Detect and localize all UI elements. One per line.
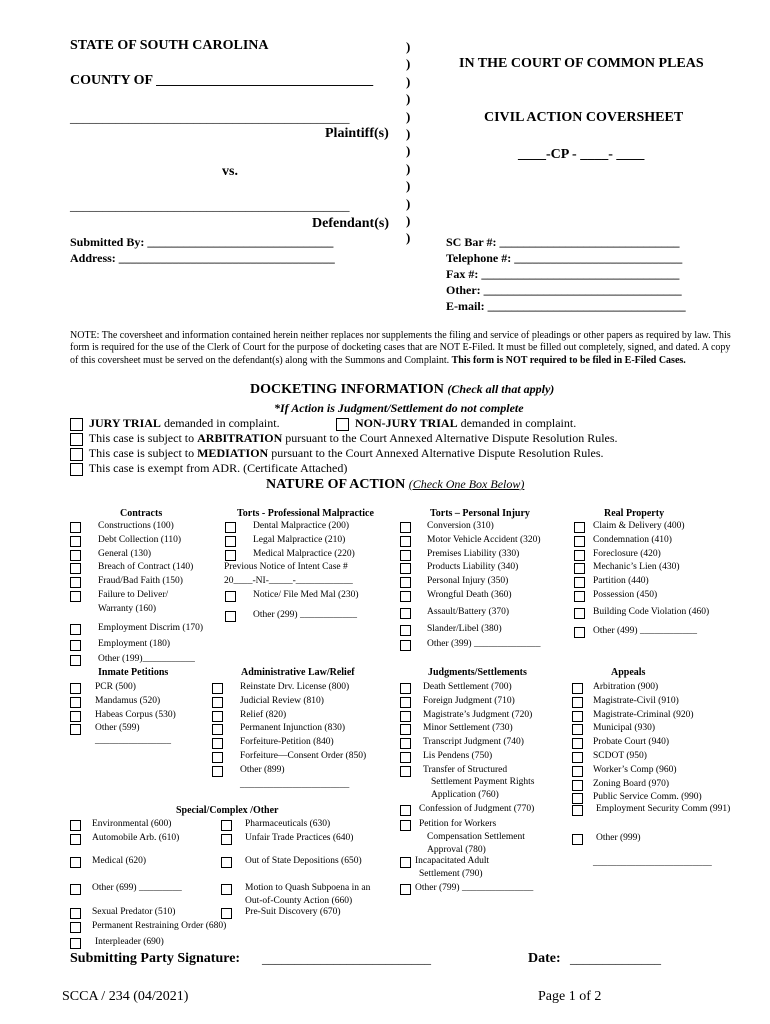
restraining-order-checkbox[interactable]: [70, 922, 81, 933]
court-title: IN THE COURT OF COMMON PLEAS: [459, 56, 704, 71]
employment-other-label: Other (199)___________: [98, 654, 195, 664]
real-property-item-3-label: Mechanic’s Lien (430): [593, 562, 680, 573]
form-title: CIVIL ACTION COVERSHEET: [484, 110, 684, 125]
other-contact-field[interactable]: Other: _________________________________: [446, 283, 682, 297]
judgment-item-6-label: Transfer of Structured: [423, 764, 508, 775]
admin-item-3-label: Permanent Injunction (830): [240, 723, 346, 734]
appeals-item-0-label: Arbitration (900): [593, 682, 659, 692]
out-of-state-depositions-checkbox[interactable]: [221, 857, 232, 868]
appeals-header: Appeals: [611, 667, 646, 678]
contracts-item-1-checkbox[interactable]: [70, 536, 81, 547]
unfair-trade-checkbox[interactable]: [221, 834, 232, 845]
building-code-label: Building Code Violation (460): [593, 607, 710, 617]
judgment-item-0-checkbox[interactable]: [400, 683, 411, 694]
appeals-item-4-checkbox[interactable]: [572, 738, 583, 749]
appeals-item-0-checkbox[interactable]: [572, 683, 583, 694]
admin-item-2-checkbox[interactable]: [212, 711, 223, 722]
county-field[interactable]: COUNTY OF _______________________________: [70, 73, 374, 88]
torts-prof-other-checkbox[interactable]: [225, 611, 236, 622]
employment-other-checkbox[interactable]: [70, 655, 81, 666]
torts-pi-item-4-checkbox[interactable]: [400, 577, 411, 588]
torts-pi-item-5-checkbox[interactable]: [400, 591, 411, 602]
adr-exempt-row: This case is exempt from ADR. (Certificate Attached): [70, 461, 347, 476]
appeals-other-line-label: _________________________: [593, 858, 712, 868]
judgments-header: Judgments/Settlements: [428, 667, 527, 678]
real-property-item-1-checkbox[interactable]: [574, 536, 585, 547]
building-code-checkbox[interactable]: [574, 608, 585, 619]
contracts-item-2-label: General (130): [98, 548, 152, 559]
torts-pi-item-1-label: Motor Vehicle Accident (320): [427, 534, 541, 545]
incapacitated-adult-checkbox[interactable]: [400, 857, 411, 868]
fax-field[interactable]: Fax #: _________________________________: [446, 267, 680, 281]
contracts-item-4-checkbox[interactable]: [70, 577, 81, 588]
judgment-other-checkbox[interactable]: [400, 884, 411, 895]
real-property-header: Real Property: [604, 508, 665, 519]
torts-pi-item-0-label: Conversion (310): [427, 521, 494, 531]
docketing-subtitle: *If Action is Judgment/Settlement do not complete: [274, 401, 524, 415]
judgment-item-5-checkbox[interactable]: [400, 752, 411, 763]
previous-notice-label: Previous Notice of Intent Case #: [224, 562, 348, 572]
inmate-other-line-label: ________________: [95, 736, 171, 746]
employment-discrim-checkbox[interactable]: [70, 624, 81, 635]
confession-judgment-checkbox[interactable]: [400, 805, 411, 816]
date-line[interactable]: ______________: [570, 951, 661, 966]
torts-pi-other-checkbox[interactable]: [400, 640, 411, 651]
pharmaceuticals-checkbox[interactable]: [221, 820, 232, 831]
judgment-item-6-checkbox[interactable]: [400, 766, 411, 777]
contracts-item-3-label: Breach of Contract (140): [98, 562, 194, 573]
contracts-item-2-checkbox[interactable]: [70, 550, 81, 561]
special-other-checkbox[interactable]: [70, 884, 81, 895]
caption-parentheses: ) ) ) ) ) ) ) ) ) ) ) ): [406, 39, 411, 246]
real-property-item-2-checkbox[interactable]: [574, 550, 585, 561]
judgment-item-0-label: Death Settlement (700): [423, 682, 512, 692]
appeals-item-3-checkbox[interactable]: [572, 724, 583, 735]
contracts-header: Contracts: [120, 508, 163, 519]
automobile-arb-checkbox[interactable]: [70, 834, 81, 845]
real-property-item-3-checkbox[interactable]: [574, 563, 585, 574]
out-of-state-depositions-label: Out of State Depositions (650): [245, 856, 362, 866]
incapacitated-adult-2-label: Settlement (790): [419, 869, 483, 879]
plaintiff-label: Plaintiff(s): [325, 126, 389, 141]
real-property-item-5-label: Possession (450): [593, 590, 658, 600]
employment-checkbox[interactable]: [70, 640, 81, 651]
judgment-item-5-label: Lis Pendens (750): [423, 751, 493, 761]
address-field[interactable]: Address: ____________________________________: [70, 251, 335, 265]
torts-pi-item-2-checkbox[interactable]: [400, 550, 411, 561]
inmate-item-2-checkbox[interactable]: [70, 711, 81, 722]
appeals-item-7-checkbox[interactable]: [572, 780, 583, 791]
torts-prof-item-1-label: Legal Malpractice (210): [253, 534, 346, 545]
contracts-item-0-label: Constructions (100): [98, 521, 174, 531]
appeals-item-1-label: Magistrate-Civil (910): [593, 695, 679, 706]
non-jury-trial-checkbox[interactable]: [336, 418, 349, 431]
employment-discrim-label: Employment Discrim (170): [98, 623, 204, 633]
signature-line[interactable]: __________________________: [262, 951, 431, 966]
defendant-label: Defendant(s): [312, 216, 389, 231]
notice-file-med-mal-checkbox[interactable]: [225, 591, 236, 602]
real-property-other-checkbox[interactable]: [574, 627, 585, 638]
admin-other-line-label: _______________________: [240, 780, 350, 790]
pharmaceuticals-label: Pharmaceuticals (630): [245, 819, 331, 829]
admin-item-0-checkbox[interactable]: [212, 683, 223, 694]
judgment-item-1-label: Foreign Judgment (710): [423, 695, 515, 706]
appeals-item-7-label: Zoning Board (970): [593, 778, 669, 789]
mediation-checkbox[interactable]: [70, 448, 83, 461]
signature-label: Submitting Party Signature:: [70, 951, 241, 966]
form-number: SCCA / 234 (04/2021): [62, 989, 189, 1004]
motion-quash-checkbox[interactable]: [221, 884, 232, 895]
judgment-item-2-checkbox[interactable]: [400, 711, 411, 722]
previous-notice-number-label: 20____-NI-_____-____________: [224, 576, 353, 586]
inmate-petitions-header: Inmate Petitions: [98, 667, 169, 678]
confession-judgment-label: Confession of Judgment (770): [419, 804, 535, 814]
sexual-predator-checkbox[interactable]: [70, 908, 81, 919]
employment-label: Employment (180): [98, 639, 171, 649]
email-field[interactable]: E-mail: _________________________________: [446, 299, 686, 313]
appeals-item-6-checkbox[interactable]: [572, 766, 583, 777]
appeals-item-5-checkbox[interactable]: [572, 752, 583, 763]
petition-workers-checkbox[interactable]: [400, 820, 411, 831]
appeals-item-2-label: Magistrate-Criminal (920): [593, 709, 694, 720]
admin-item-0-label: Reinstate Drv. License (800): [240, 682, 350, 692]
contracts-item-3-checkbox[interactable]: [70, 563, 81, 574]
automobile-arb-label: Automobile Arb. (610): [92, 833, 180, 843]
admin-item-5-label: Forfeiture—Consent Order (850): [240, 751, 367, 761]
special-complex-header: Special/Complex /Other: [176, 805, 279, 816]
petition-workers-2-label: Compensation Settlement: [427, 832, 525, 842]
petition-workers-3-label: Approval (780): [427, 845, 486, 855]
torts-professional-header: Torts - Professional Malpractice: [237, 508, 374, 519]
real-property-item-4-label: Partition (440): [593, 576, 649, 587]
environmental-label: Environmental (600): [92, 819, 172, 829]
contracts-item-1-label: Debt Collection (110): [98, 534, 182, 545]
assault-battery-label: Assault/Battery (370): [427, 607, 510, 617]
admin-item-6-label: Other (899): [240, 764, 285, 775]
unfair-trade-label: Unfair Trade Practices (640): [245, 833, 354, 843]
employment-security-label: Employment Security Comm (991): [596, 804, 731, 814]
inmate-item-0-checkbox[interactable]: [70, 683, 81, 694]
torts-prof-item-0-checkbox[interactable]: [225, 522, 236, 533]
nature-heading: NATURE OF ACTION (Check One Box Below): [266, 477, 525, 492]
real-property-item-1-label: Condemnation (410): [593, 534, 672, 545]
contracts-item-5-label: Failure to Deliver/: [98, 590, 169, 600]
judgment-760-app-label: Application (760): [431, 790, 499, 800]
interpleader-checkbox[interactable]: [70, 938, 81, 949]
real-property-item-5-checkbox[interactable]: [574, 591, 585, 602]
torts-pi-item-0-checkbox[interactable]: [400, 522, 411, 533]
sexual-predator-label: Sexual Predator (510): [92, 907, 176, 917]
appeals-item-5-label: SCDOT (950): [593, 751, 647, 761]
admin-item-4-checkbox[interactable]: [212, 738, 223, 749]
appeals-item-2-checkbox[interactable]: [572, 711, 583, 722]
incapacitated-adult-label: Incapacitated Adult: [415, 856, 490, 866]
judgment-item-2-label: Magistrate’s Judgment (720): [423, 709, 533, 720]
torts-prof-item-2-checkbox[interactable]: [225, 550, 236, 561]
jury-trial-checkbox[interactable]: [70, 418, 83, 431]
notice-file-med-mal-label: Notice/ File Med Mal (230): [253, 590, 359, 600]
inmate-item-1-label: Mandamus (520): [95, 695, 161, 706]
torts-prof-item-1-checkbox[interactable]: [225, 536, 236, 547]
torts-pi-item-3-checkbox[interactable]: [400, 563, 411, 574]
judgment-item-3-checkbox[interactable]: [400, 724, 411, 735]
slander-libel-label: Slander/Libel (380): [427, 624, 502, 634]
medical-label: Medical (620): [92, 856, 147, 866]
petition-workers-label: Petition for Workers: [419, 819, 497, 829]
admin-item-4-label: Forfeiture-Petition (840): [240, 737, 334, 748]
assault-battery-checkbox[interactable]: [400, 608, 411, 619]
restraining-order-label: Permanent Restraining Order (680): [92, 921, 227, 931]
special-other-label: Other (699) _________: [92, 883, 182, 893]
page-number: Page 1 of 2: [538, 989, 602, 1004]
appeals-other-label: Other (999): [596, 833, 641, 843]
contracts-item-4-label: Fraud/Bad Faith (150): [98, 576, 183, 587]
judgment-item-3-label: Minor Settlement (730): [423, 723, 513, 734]
judgment-other-label: Other (799) _______________: [415, 883, 534, 893]
judgment-item-1-checkbox[interactable]: [400, 697, 411, 708]
appeals-item-8-label: Public Service Comm. (990): [593, 792, 702, 803]
judgment-item-4-checkbox[interactable]: [400, 738, 411, 749]
adr-exempt-checkbox[interactable]: [70, 463, 83, 476]
vs-label: vs.: [222, 164, 238, 179]
torts-prof-item-0-label: Dental Malpractice (200): [253, 521, 350, 531]
bar-number-field[interactable]: SC Bar #: ______________________________: [446, 235, 680, 249]
appeals-item-4-label: Probate Court (940): [593, 737, 669, 748]
case-number-field[interactable]: ____-CP - ____- ____: [518, 147, 645, 162]
admin-item-3-checkbox[interactable]: [212, 724, 223, 735]
note-paragraph: NOTE: The coversheet and information contained herein neither replaces nor supplements the filing and service of pleadings or other papers as required by law. This form is required for the use of the Clerk of Court for the purpose of docketing cases that are NOT E-Filed. It must be filled out completely, signed, and dated. A copy of this coversheet must be served on the defendant(s) along with the Summons and Complaint. This form is NOT required to be filed in E-Filed Cases.: [70, 330, 731, 366]
appeals-item-1-checkbox[interactable]: [572, 697, 583, 708]
submitted-by-field[interactable]: Submitted By: _______________________________: [70, 235, 334, 249]
appeals-other-checkbox[interactable]: [572, 834, 583, 845]
torts-pi-item-5-label: Wrongful Death (360): [427, 590, 512, 600]
jury-trial-row: JURY TRIAL demanded in complaint.: [70, 416, 280, 431]
real-property-other-label: Other (499) ____________: [593, 626, 697, 636]
torts-pi-other-label: Other (399) ______________: [427, 639, 541, 649]
docketing-heading: DOCKETING INFORMATION (Check all that apply): [250, 382, 555, 397]
state-label: STATE OF SOUTH CAROLINA: [70, 38, 269, 53]
non-jury-trial-row: NON-JURY TRIAL demanded in complaint.: [336, 416, 576, 431]
employment-security-checkbox[interactable]: [572, 805, 583, 816]
arbitration-row: This case is subject to ARBITRATION pursuant to the Court Annexed Alternative Dispute Resolution Rules.: [70, 431, 618, 446]
admin-item-2-label: Relief (820): [240, 709, 287, 720]
pre-suit-discovery-checkbox[interactable]: [221, 908, 232, 919]
arbitration-checkbox[interactable]: [70, 433, 83, 446]
admin-item-5-checkbox[interactable]: [212, 752, 223, 763]
real-property-item-4-checkbox[interactable]: [574, 577, 585, 588]
slander-libel-checkbox[interactable]: [400, 625, 411, 636]
appeals-item-6-label: Worker’s Comp (960): [593, 764, 677, 775]
defendant-line[interactable]: ___________________________________________: [70, 198, 350, 213]
torts-personal-header: Torts – Personal Injury: [430, 508, 530, 519]
torts-pi-item-3-label: Products Liability (340): [427, 562, 519, 573]
inmate-item-0-label: PCR (500): [95, 682, 136, 692]
admin-item-1-label: Judicial Review (810): [240, 695, 324, 706]
real-property-item-2-label: Foreclosure (420): [593, 548, 661, 559]
interpleader-label: Interpleader (690): [95, 937, 164, 947]
real-property-item-0-label: Claim & Delivery (400): [593, 521, 685, 531]
torts-pi-item-1-checkbox[interactable]: [400, 536, 411, 547]
pre-suit-discovery-label: Pre-Suit Discovery (670): [245, 907, 341, 917]
torts-pi-item-2-label: Premises Liability (330): [427, 548, 520, 559]
torts-prof-item-2-label: Medical Malpractice (220): [253, 548, 355, 559]
appeals-item-8-checkbox[interactable]: [572, 793, 583, 804]
date-label: Date:: [528, 951, 561, 966]
inmate-item-3-checkbox[interactable]: [70, 724, 81, 735]
real-property-item-0-checkbox[interactable]: [574, 522, 585, 533]
motion-quash-label: Motion to Quash Subpoena in an: [245, 883, 371, 893]
judgment-760-cont-label: Settlement Payment Rights: [431, 777, 535, 787]
inmate-item-3-label: Other (599): [95, 723, 140, 734]
torts-pi-item-4-label: Personal Injury (350): [427, 576, 509, 587]
environmental-checkbox[interactable]: [70, 820, 81, 831]
admin-item-1-checkbox[interactable]: [212, 697, 223, 708]
torts-prof-other-label: Other (299) ____________: [253, 610, 357, 620]
judgment-item-4-label: Transcript Judgment (740): [423, 737, 524, 748]
motion-quash-2-label: Out-of-County Action (660): [245, 896, 353, 906]
telephone-field[interactable]: Telephone #: ____________________________: [446, 251, 683, 265]
inmate-item-1-checkbox[interactable]: [70, 697, 81, 708]
medical-checkbox[interactable]: [70, 857, 81, 868]
administrative-law-header: Administrative Law/Relief: [241, 667, 355, 678]
contracts-item-5-checkbox[interactable]: [70, 591, 81, 602]
plaintiff-line[interactable]: ___________________________________________: [70, 110, 350, 125]
admin-item-6-checkbox[interactable]: [212, 766, 223, 777]
mediation-row: This case is subject to MEDIATION pursuant to the Court Annexed Alternative Dispute Resolution Rules.: [70, 446, 604, 461]
contracts-item-0-checkbox[interactable]: [70, 522, 81, 533]
inmate-item-2-label: Habeas Corpus (530): [95, 709, 176, 720]
contracts-item-6-label: Warranty (160): [98, 603, 157, 614]
appeals-item-3-label: Municipal (930): [593, 723, 656, 734]
